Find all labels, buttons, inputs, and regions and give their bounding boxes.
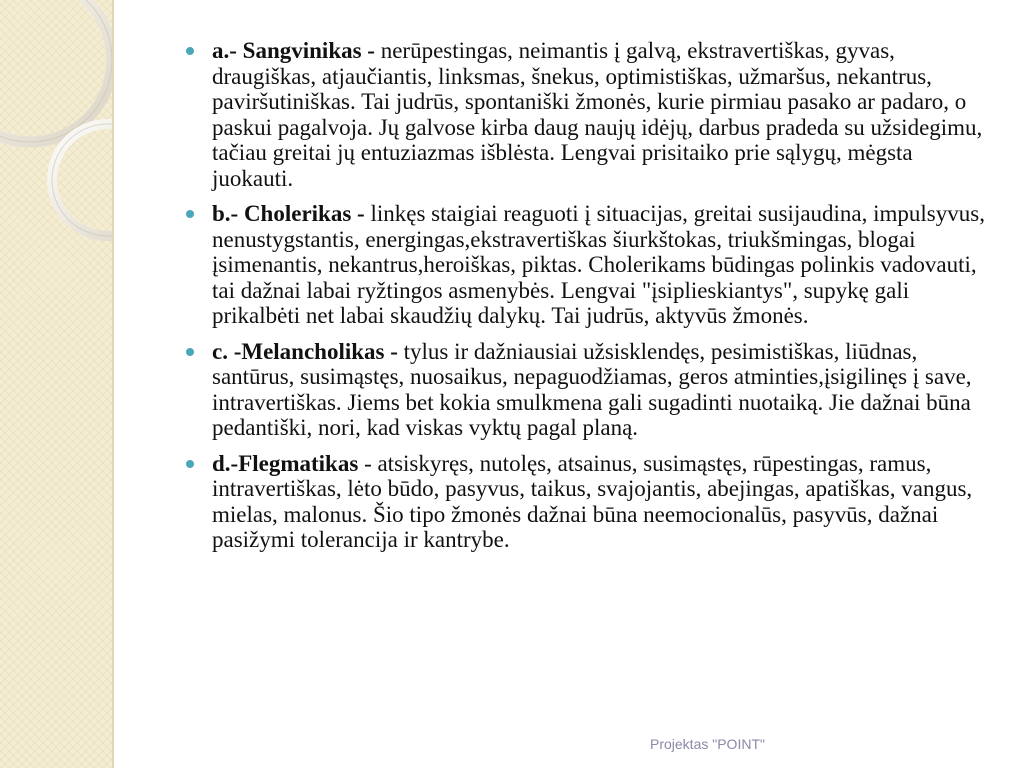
term-description: - atsiskyręs, nutolęs, atsainus, susimąstęs, rūpestingas, ramus, intravertiškas, lėto būdo, pasyvus, taikus, svajojantis, abejingas, apatiškas, vangus, mielas, malonus. Šio tipo žmonės dažnai būna neemocionalūs, pasyvūs, dažnai pasižymi tolerancija ir kantrybe. [212,450,973,552]
decorative-rings-icon [0,0,112,300]
term-description: nerūpestingas, neimantis į galvą, ekstravertiškas, gyvas, draugiškas, atjaučiantis, linksmas, šnekus, optimistiškas, užmaršus, nekantrus, paviršutiniškas. Tai judrūs, spontaniški žmonės, kurie pirmiau pasako ar padaro, o paskui pagalvoja. Jų galvose kirba daug naujų idėjų, darbus pradeda su užsidegimu, tačiau greitai jų entuziazmas išblėsta. Lengvai prisitaiko prie sąlygų, mėgsta juokauti. [212,38,983,191]
list-item-cholerikas [186,201,998,329]
term-description: linkęs staigiai reaguoti į situacijas, greitai susijaudina, impulsyvus, nenustygstantis, energingas,ekstravertiškas šiurkštokas, triukšmingas, blogai įsimenantis, nekantrus,heroiškas, piktas. Cholerikams būdingas polinkis vadovauti, tai dažnai labai ryžtingos asmenybės. Lengvai "įsiplieskiantys", supykę gali prikalbėti net labai skaudžių dalykų. Tai judrūs, aktyvūs žmonės. [212,201,985,328]
list-item-melancholikas [186,339,998,441]
sidebar-divider [112,0,114,768]
list-item-flegmatikas [186,451,998,553]
bullet-icon [186,47,194,55]
term-label: b.- Cholerikas - [212,201,365,226]
list-item-sangvinikas [186,38,998,191]
term-label: d.-Flegmatikas [212,450,359,476]
bullet-icon [186,348,194,356]
term-label: a.- Sangvinikas - [212,38,375,63]
decorative-sidebar [0,0,112,768]
term-description: tylus ir dažniausiai užsisklendęs, pesimistiškas, liūdnas, santūrus, susimąstęs, nuosaikus, nepaguodžiamas, geros atminties,įsigilinęs į save, intravertiškas. Jiems bet kokia smulkmena gali sugadinti nuotaiką. Jie dažnai būna pedantiški, nori, kad viskas vyktų pagal planą. [212,338,972,440]
bullet-icon [186,210,194,218]
bullet-list [186,38,998,563]
term-label: c. -Melancholikas - [212,338,398,364]
bullet-icon [186,460,194,468]
footer-text: Projektas "POINT" [650,736,765,752]
